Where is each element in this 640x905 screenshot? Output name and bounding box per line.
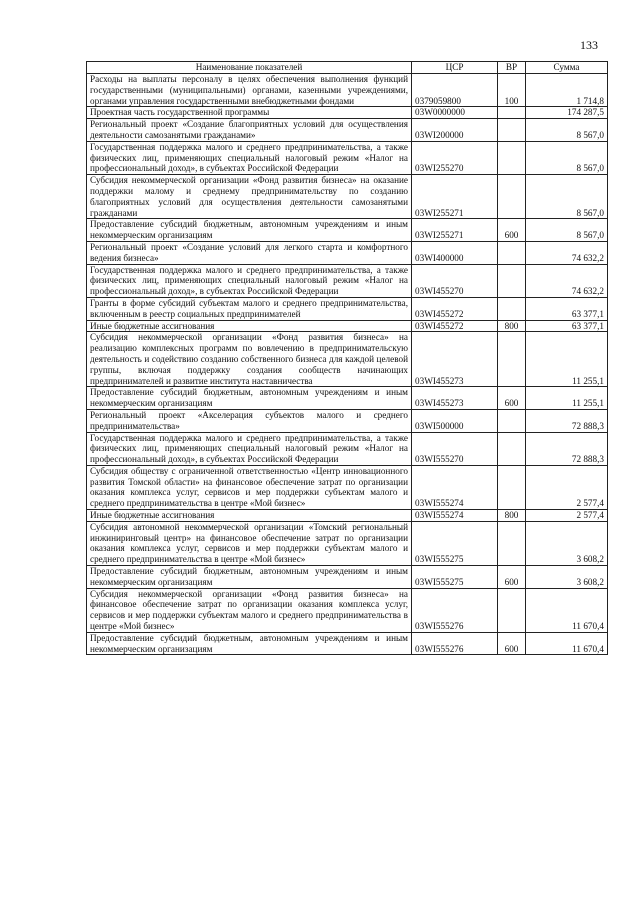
row-vr <box>498 432 526 465</box>
page-number: 133 <box>580 38 598 52</box>
row-csr: 03WI200000 <box>412 119 498 142</box>
budget-table <box>86 61 608 655</box>
table-row <box>87 566 608 589</box>
table-row <box>87 119 608 142</box>
row-vr <box>498 332 526 387</box>
table-row <box>87 107 608 119</box>
row-sum: 11 670,4 <box>526 632 608 655</box>
row-csr: 03WI555275 <box>412 566 498 589</box>
row-sum: 11 255,1 <box>526 387 608 410</box>
row-csr: 03WI255270 <box>412 141 498 174</box>
row-name: Субсидия некоммерческой организации «Фонд развития бизнеса» на реализацию комплексных программ по вовлечению в предпринимательскую деятельность и содействию созданию собственного бизнеса для каждой целевой группы, включая поддержку создания сообществ начинающих предпринимателей и развитие института наставничества <box>87 332 412 387</box>
row-csr: 03WI455273 <box>412 387 498 410</box>
row-name: Расходы на выплаты персоналу в целях обеспечения выполнения функций государственными (муниципальными) органами, казенными учреждениями, органами управления государственными внебюджетными фондами <box>87 74 412 107</box>
table-row <box>87 432 608 465</box>
row-name: Проектная часть государственной программы <box>87 107 412 119</box>
row-sum: 63 377,1 <box>526 297 608 320</box>
row-vr <box>498 241 526 264</box>
header-csr: ЦСР <box>412 62 498 74</box>
row-name: Государственная поддержка малого и среднего предпринимательства, а также физических лиц, применяющих специальный налоговый режим «Налог на профессиональный доход», в субъектах Российской Федерации <box>87 432 412 465</box>
row-name: Государственная поддержка малого и среднего предпринимательства, а также физических лиц, применяющих специальный налоговый режим «Налог на профессиональный доход», в субъектах Российской Федерации <box>87 264 412 297</box>
table-row <box>87 387 608 410</box>
row-name: Гранты в форме субсидий субъектам малого и среднего предпринимательства, включенным в реестр социальных предпринимателей <box>87 297 412 320</box>
row-vr <box>498 107 526 119</box>
row-csr: 03WI555274 <box>412 510 498 522</box>
header-vr: ВР <box>498 62 526 74</box>
row-sum: 3 608,2 <box>526 521 608 565</box>
table-row <box>87 510 608 522</box>
row-vr: 600 <box>498 632 526 655</box>
row-sum: 72 888,3 <box>526 432 608 465</box>
row-name: Региональный проект «Акселерация субъектов малого и среднего предпринимательства» <box>87 409 412 432</box>
row-csr: 03WI455273 <box>412 332 498 387</box>
row-name: Иные бюджетные ассигнования <box>87 320 412 332</box>
row-vr <box>498 264 526 297</box>
row-name: Государственная поддержка малого и среднего предпринимательства, а также физических лиц, применяющих специальный налоговый режим «Налог на профессиональный доход», в субъектах Российской Федерации <box>87 141 412 174</box>
row-csr: 0379059800 <box>412 74 498 107</box>
row-sum: 3 608,2 <box>526 566 608 589</box>
table-row <box>87 141 608 174</box>
row-csr: 03WI455272 <box>412 297 498 320</box>
row-vr: 600 <box>498 219 526 242</box>
row-name: Субсидия некоммерческой организации «Фонд развития бизнеса» на финансовое обеспечение затрат по организации оказания комплекса услуг, сервисов и мер поддержки субъектам малого и среднего предпринимательства в центре «Мой бизнес» <box>87 588 412 632</box>
row-vr <box>498 409 526 432</box>
table-row <box>87 297 608 320</box>
row-sum: 8 567,0 <box>526 141 608 174</box>
row-name: Субсидия автономной некоммерческой организации «Томский региональный инжиниринговый центр» на финансовое обеспечение затрат по организации оказания комплекса услуг, сервисов и мер поддержки субъектам малого и среднего предпринимательства в центре «Мой бизнес» <box>87 521 412 565</box>
table-row <box>87 74 608 107</box>
table-row <box>87 465 608 509</box>
row-csr: 03WI400000 <box>412 241 498 264</box>
row-name: Предоставление субсидий бюджетным, автономным учреждениям и иным некоммерческим организациям <box>87 387 412 410</box>
row-csr: 03WI555276 <box>412 632 498 655</box>
row-sum: 174 287,5 <box>526 107 608 119</box>
row-csr: 03WI555275 <box>412 521 498 565</box>
table-row <box>87 264 608 297</box>
header-name: Наименование показателей <box>87 62 412 74</box>
row-sum: 8 567,0 <box>526 175 608 219</box>
row-name: Региональный проект «Создание условий для легкого старта и комфортного ведения бизнеса» <box>87 241 412 264</box>
row-csr: 03WI255271 <box>412 219 498 242</box>
row-name: Иные бюджетные ассигнования <box>87 510 412 522</box>
row-name: Предоставление субсидий бюджетным, автономным учреждениям и иным некоммерческим организациям <box>87 219 412 242</box>
row-name: Предоставление субсидий бюджетным, автономным учреждениям и иным некоммерческим организациям <box>87 632 412 655</box>
row-vr: 600 <box>498 387 526 410</box>
row-csr: 03WI500000 <box>412 409 498 432</box>
row-csr: 03WI455272 <box>412 320 498 332</box>
table-row <box>87 219 608 242</box>
row-csr: 03WI555276 <box>412 588 498 632</box>
row-vr <box>498 465 526 509</box>
row-vr <box>498 521 526 565</box>
row-sum: 63 377,1 <box>526 320 608 332</box>
table-row <box>87 521 608 565</box>
row-csr: 03WI255271 <box>412 175 498 219</box>
row-vr <box>498 119 526 142</box>
table-row <box>87 409 608 432</box>
row-sum: 11 670,4 <box>526 588 608 632</box>
row-sum: 72 888,3 <box>526 409 608 432</box>
row-name: Предоставление субсидий бюджетным, автономным учреждениям и иным некоммерческим организациям <box>87 566 412 589</box>
row-sum: 8 567,0 <box>526 219 608 242</box>
header-sum: Сумма <box>526 62 608 74</box>
row-sum: 1 714,8 <box>526 74 608 107</box>
table-row <box>87 632 608 655</box>
row-name: Региональный проект «Создание благоприятных условий для осуществления деятельности самозанятыми гражданами» <box>87 119 412 142</box>
row-vr: 800 <box>498 510 526 522</box>
row-vr <box>498 141 526 174</box>
row-csr: 03WI555270 <box>412 432 498 465</box>
row-sum: 8 567,0 <box>526 119 608 142</box>
row-csr: 03WI555274 <box>412 465 498 509</box>
row-csr: 03W0000000 <box>412 107 498 119</box>
table-row <box>87 241 608 264</box>
row-vr <box>498 297 526 320</box>
row-sum: 74 632,2 <box>526 241 608 264</box>
row-vr: 600 <box>498 566 526 589</box>
table-row <box>87 332 608 387</box>
row-sum: 74 632,2 <box>526 264 608 297</box>
row-name: Субсидия обществу с ограниченной ответственностью «Центр инновационного развития Томской области» на финансовое обеспечение затрат по организации оказания комплекса услуг, сервисов и мер поддержки субъектам малого и среднего предпринимательства в центре «Мой бизнес» <box>87 465 412 509</box>
row-sum: 2 577,4 <box>526 510 608 522</box>
row-vr: 800 <box>498 320 526 332</box>
row-sum: 11 255,1 <box>526 332 608 387</box>
table-row <box>87 320 608 332</box>
row-csr: 03WI455270 <box>412 264 498 297</box>
table-row <box>87 588 608 632</box>
row-vr <box>498 175 526 219</box>
row-vr <box>498 588 526 632</box>
row-vr: 100 <box>498 74 526 107</box>
table-row <box>87 175 608 219</box>
row-name: Субсидия некоммерческой организации «Фонд развития бизнеса» на оказание поддержки малому и среднему предпринимательству по созданию благоприятных условий для осуществления деятельности самозанятыми гражданами <box>87 175 412 219</box>
table-header-row <box>87 62 608 74</box>
row-sum: 2 577,4 <box>526 465 608 509</box>
